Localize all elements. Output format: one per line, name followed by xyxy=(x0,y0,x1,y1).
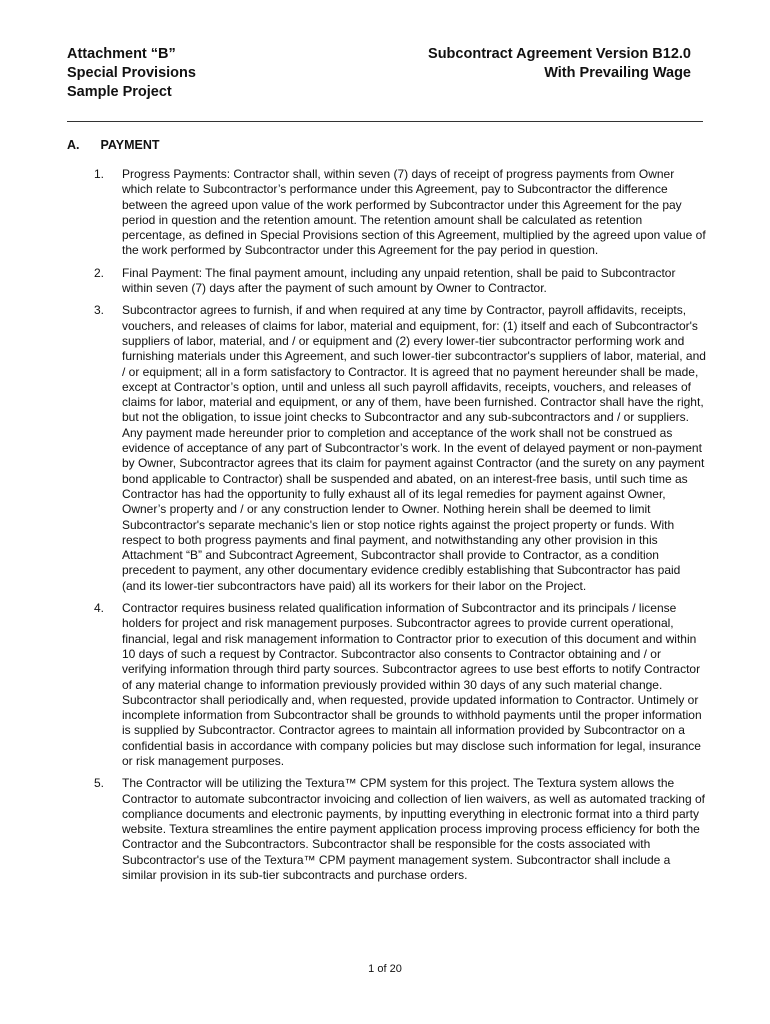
page-number: 1 of 20 xyxy=(368,963,402,975)
project-name: Sample Project xyxy=(67,84,172,100)
prevailing-wage-label: With Prevailing Wage xyxy=(544,65,691,81)
header-right xyxy=(428,45,691,83)
section-letter: A. xyxy=(67,138,80,152)
item-text: Progress Payments: Contractor shall, within seven (7) days of receipt of progress payments from Owner which relate to Subcontractor’s performance under this Agreement, pay to Subcontractor the difference between the agreed upon value of the work performed by Subcontractor under this Agreement for the pay period in question and the retention amount. The retention amount shall be calculated as retention percentage, as defined in Special Provisions section of this Agreement, multiplied by the agreed upon value of the work performed by Subcontractor under this Agreement for the pay period in question. xyxy=(122,167,706,258)
payment-provisions-list xyxy=(67,167,707,890)
header-divider xyxy=(67,121,703,122)
section-title: PAYMENT xyxy=(100,138,160,152)
section-heading xyxy=(67,138,160,152)
agreement-version: Subcontract Agreement Version B12.0 xyxy=(428,46,691,62)
header-left xyxy=(67,45,196,102)
list-item xyxy=(67,303,707,594)
item-text: Final Payment: The final payment amount, including any unpaid retention, shall be paid to Subcontractor within seven (7) days after the payment of such amount by Owner to Contractor. xyxy=(122,265,676,296)
item-text: The Contractor will be utilizing the Textura™ CPM system for this project. The Textura system allows the Contractor to automate subcontractor invoicing and collection of lien waivers, as well as automated tracking of compliance documents and electronic payments, by inputting everything in electronic format into a third party website. Textura streamlines the entire payment application process improving process efficiency for both the Contractor and the Subcontractors. Subcontractor shall be responsible for the costs associated with Subcontractor's use of the Textura™ CPM payment management system. Subcontractor shall include a similar provision in its sub-tier subcontracts and purchase orders. xyxy=(122,776,705,883)
list-item xyxy=(67,167,707,259)
list-item xyxy=(67,776,707,883)
list-item xyxy=(67,266,707,297)
item-number: 4. xyxy=(94,601,105,616)
item-text: Subcontractor agrees to furnish, if and when required at any time by Contractor, payroll affidavits, receipts, vouchers, and releases of claims for labor, material and equipment, for: (1) itself and each of Subcontractor's suppliers of labor, material, and / or equipment and (2) every lower-tier subcontractor performing work and furnishing materials under this Agreement, and such lower-tier subcontractor's suppliers of labor, material, and / or equipment; all in a form satisfactory to Contractor. It is agreed that no payment hereunder shall be made, except at Contractor’s option, until and unless all such payroll affidavits, receipts, vouchers, and releases of claims for labor, material and equipment, or any of them, have been furnished. Contractor shall have the right, but not the obligation, to issue joint checks to Subcontractor and any sub-subcontractors and / or suppliers. Any payment made hereunder prior to completion and acceptance of the work shall not be construed as evidence of acceptance of any part of Subcontractor’s work. In the event of delayed payment or non-payment by Owner, Subcontractor agrees that its claim for payment against Contractor (and the surety on any payment bond applicable to Contractor) shall be suspended and abated, on an interest-free basis, until such time as Contractor has had the opportunity to fully exhaust all of its legal remedies for payment against Owner, Owner’s property and / or any construction lender to Owner. Nothing herein shall be deemed to limit Subcontractor's separate mechanic's lien or stop notice rights against the project property or funds. With respect to both progress payments and final payment, and notwithstanding any other provision in this Attachment “B” and Subcontract Agreement, Subcontractor shall provide to Contractor, as a condition precedent to payment, any other documentary evidence credibly establishing that Subcontractor has paid (and its lower-tier subcontractors have paid) all its workers for their labor on the Project. xyxy=(122,303,706,593)
list-item xyxy=(67,601,707,769)
item-text: Contractor requires business related qualification information of Subcontractor and its principals / license holders for project and risk management purposes. Subcontractor agrees to provide current operational, financial, legal and risk management information to Contractor prior to execution of this document and within 10 days of such a request by Contractor. Subcontractor also consents to Contractor obtaining and / or verifying information through third party sources. Subcontractor agrees to use best efforts to notify Contractor of any material change to information previously provided within 30 days of any such material change. Subcontractor shall periodically and, when requested, provide updated information to Contractor. Untimely or incomplete information from Subcontractor shall be grounds to withhold payments until the proper information is supplied by Subcontractor. Contractor agrees to maintain all information provided by Subcontractor on a confidential basis in accordance with company policies but may disclose such information for legal, insurance or risk management purposes. xyxy=(122,601,702,768)
item-number: 3. xyxy=(94,303,105,318)
item-number: 1. xyxy=(94,167,105,181)
item-number: 2. xyxy=(94,265,105,280)
item-number: 5. xyxy=(94,776,105,791)
attachment-title: Attachment “B” xyxy=(67,46,176,62)
special-provisions-title: Special Provisions xyxy=(67,65,196,81)
